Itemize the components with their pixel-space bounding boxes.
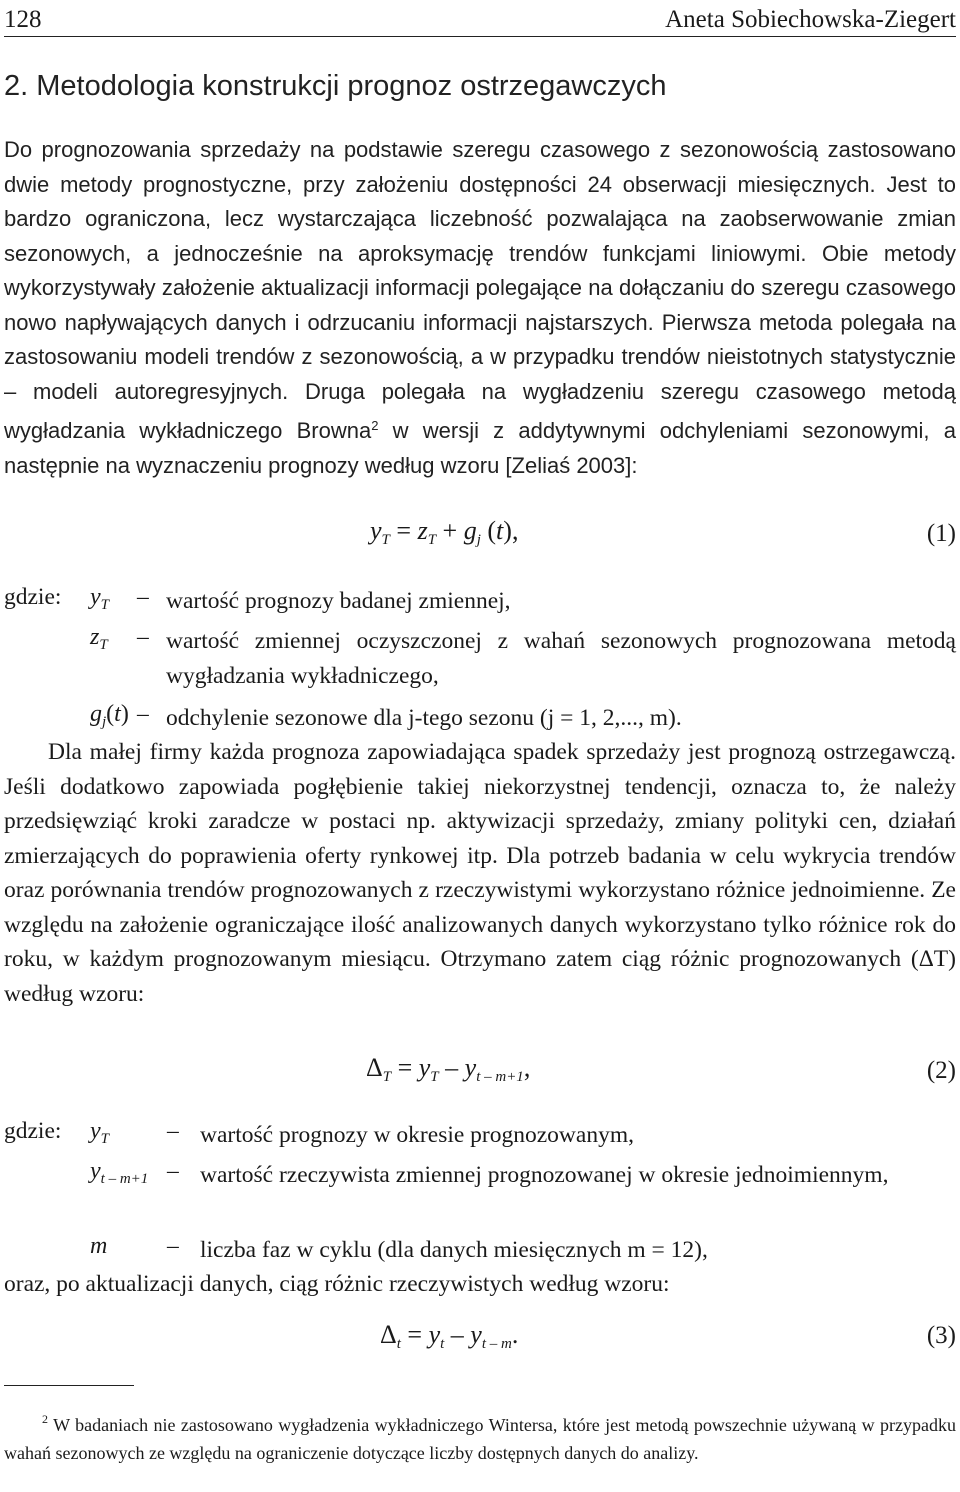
footnote-text: W badaniach nie zastosowano wygładzenia wykładniczego Wintersa, które jest metodą powszechnie używaną w przypadku wahań sezonowych ze względu na ograniczenie dotyczące liczby dostępnych danych do analizy. [4,1415,956,1463]
defs-2-gdzie: gdzie: [4,1118,62,1144]
page-number: 128 [4,6,42,33]
page [4,0,956,1492]
defs-2-dash-1: – [167,1118,179,1144]
footnote-separator [4,1385,134,1386]
footnote-ref: 2 [371,418,379,433]
paragraph-1 [4,133,956,483]
paragraph-1-text-a: Do prognozowania sprzedaży na podstawie szeregu czasowego z sezonowością zastosowano dwie metody prognostyczne, przy założeniu dostępności 24 obserwacji miesięcznych. Jest to bardzo ograniczona, lecz wystarczająca liczebność pozwalająca na zaobserwowanie zmian sezonowych, a jednocześnie na aproksymację trendów funkcjami liniowymi. Obie metody wykorzystywały założenie aktualizacji informacji polegające na dołączaniu do szeregu czasowego nowo napływających danych i odrzucaniu informacji najstarszych. Pierwsza metoda polegała na zastosowaniu modeli trendów z sezonowością, a w przypadku trendów nieistotnych statystycznie – modeli autoregresyjnych. Druga polegała na wygładzeniu szeregu czasowego metodą wygładzania wykładniczego Browna [4,137,956,443]
equation-1-number: (1) [926,520,956,547]
defs-2-symbol-yT: $y_T$ [90,1118,109,1147]
defs-1-dash-1: – [137,584,149,610]
equation-3: $\Delta_t = y_t - y_{t - m}$. [380,1320,519,1352]
section-title: 2. Metodologia konstrukcji prognoz ostrzegawczych [4,70,667,102]
defs-1-symbol-gj: $g_j(t)$ [90,701,129,730]
defs-1-desc-3: odchylenie sezonowe dla j-tego sezonu (j = 1, 2,..., m). [166,705,682,731]
defs-2-symbol-yt-m1: $y_{t - m+1}$ [90,1158,149,1187]
equation-2-number: (2) [926,1057,956,1084]
equation-2: $\Delta_T = y_T - y_{t - m+1}$, [366,1053,531,1085]
defs-1-dash-3: – [137,701,149,727]
defs-2-desc-3: liczba faz w cyklu (dla danych miesięcznych m = 12), [200,1237,708,1263]
defs-2-dash-3: – [167,1233,179,1259]
defs-2-desc-1: wartość prognozy w okresie prognozowanym, [200,1122,634,1148]
defs-1-symbol-zT: $z_T$ [90,624,108,653]
footnote [4,1405,956,1467]
defs-2-desc-2: wartość rzeczywista zmiennej prognozowanej w okresie jednoimiennym, [200,1162,889,1188]
equation-1: $y_T = z_T + g_j$ (t), [370,516,519,548]
paragraph-3: oraz, po aktualizacji danych, ciąg różnic rzeczywistych według wzoru: [4,1271,670,1297]
defs-1-symbol-yT: $y_T$ [90,584,109,613]
defs-1-dash-2: – [137,624,149,650]
defs-2-dash-2: – [167,1158,179,1184]
running-header [4,2,956,37]
defs-1-desc-1: wartość prognozy badanej zmiennej, [166,588,511,614]
footnote-mark: 2 [42,1412,48,1426]
running-header-author: Aneta Sobiechowska-Ziegert [665,6,956,33]
defs-2-symbol-m: m [90,1233,108,1259]
equation-3-number: (3) [926,1322,956,1349]
defs-1-desc-2: wartość zmiennej oczyszczonej z wahań sezonowych prognozowana metodą wygładzania wykładniczego, [166,628,956,689]
paragraph-1-text-b: w wersji z addytywnymi odchyleniami sezonowymi, a następnie na wyznaczeniu prognozy według wzoru [Zeliaś 2003]: [4,418,956,478]
defs-1-gdzie: gdzie: [4,584,62,610]
paragraph-2: Dla małej firmy każda prognoza zapowiadająca spadek sprzedaży jest prognozą ostrzegawczą. Jeśli dodatkowo zapowiada pogłębienie takiej niekorzystnej tendencji, oznacza to, że należy przedsięwziąć kroki zaradcze w postaci np. aktywizacji sprzedaży, zmiany polityki cen, działań zmierzających do poprawienia oferty rynkowej itp. Dla potrzeb badania w celu wykrycia trendów oraz porównania trendów prognozowanych z rzeczywistymi wykorzystano różnice jednoimienne. Ze względu na założenie ograniczające ilość analizowanych danych wykorzystano tylko różnice rok do roku, w każdym prognozowanym miesiącu. Otrzymano zatem ciąg różnic prognozowanych (ΔT) według wzoru: [4,739,956,1007]
